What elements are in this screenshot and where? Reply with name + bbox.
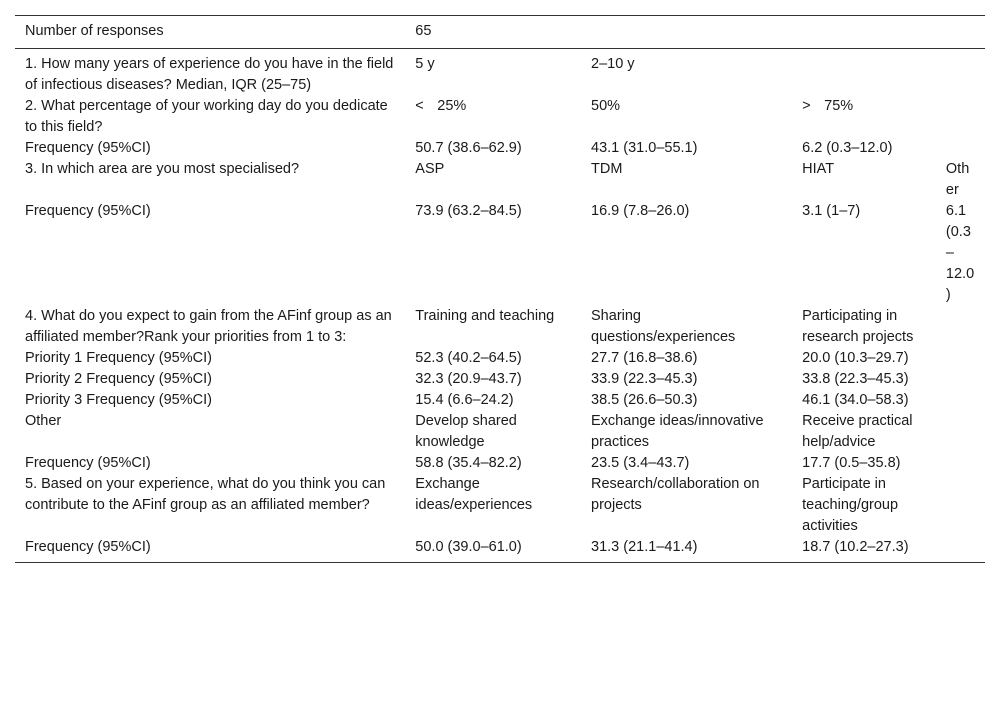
row-label: Priority 3 Frequency (95%CI) [25,392,212,408]
table-cell: 38.5 (26.6–50.3) [591,392,698,408]
table-row [15,348,985,369]
table-cell [405,96,581,138]
table-cell: 33.9 (22.3–45.3) [591,371,698,387]
table-cell: Participate in teaching/group activities [802,476,899,534]
comparison-value: 75% [824,98,854,114]
table-cell [936,306,985,348]
comparison-symbol: > [802,98,811,114]
table-cell [792,49,936,97]
row-label: Frequency (95%CI) [25,455,151,471]
table-cell: Research/collaboration on projects [591,476,760,513]
table-cell: 6.2 (0.3–12.0) [802,140,893,156]
table-row [15,390,985,411]
table-cell: 52.3 (40.2–64.5) [415,350,522,366]
table-row [15,49,985,97]
table-cell: Exchange ideas/innovative practices [591,413,764,450]
table-cell: 50.7 (38.6–62.9) [415,140,522,156]
table-cell: 43.1 (31.0–55.1) [591,140,698,156]
table-cell: Develop shared knowledge [415,413,517,450]
row-label: 3. In which area are you most specialised? [25,161,300,177]
survey-table [15,15,985,563]
table-cell [936,537,985,563]
row-label: Other [25,413,62,429]
table-row [15,474,985,537]
header-row [15,16,985,49]
header-empty [936,16,985,49]
row-label: 1. How many years of experience do you have in the field of infectious diseases? Median, IQR (25–75) [25,56,394,93]
table-row [15,369,985,390]
table-row [15,453,985,474]
table-cell: 18.7 (10.2–27.3) [802,539,909,555]
row-label: Priority 1 Frequency (95%CI) [25,350,212,366]
table-cell: 58.8 (35.4–82.2) [415,455,522,471]
table-cell [936,411,985,453]
header-empty [581,16,792,49]
table-row [15,201,985,306]
table-cell [936,453,985,474]
table-cell: 17.7 (0.5–35.8) [802,455,901,471]
table-row [15,138,985,159]
table-cell [936,369,985,390]
table-cell [936,348,985,369]
table-cell: 15.4 (6.6–24.2) [415,392,514,408]
table-cell [936,390,985,411]
table-cell [936,138,985,159]
table-row [15,306,985,348]
table-row [15,159,985,201]
table-cell: TDM [591,161,623,177]
table-cell: 73.9 (63.2–84.5) [415,203,522,219]
table-cell: Receive practical help/advice [802,413,913,450]
header-label: Number of responses [25,23,164,39]
table-cell: 27.7 (16.8–38.6) [591,350,698,366]
table-cell: 50% [591,98,621,114]
table-cell: 23.5 (3.4–43.7) [591,455,690,471]
table-cell: 33.8 (22.3–45.3) [802,371,909,387]
row-label: Frequency (95%CI) [25,203,151,219]
table-cell: HIAT [802,161,835,177]
row-label: 4. What do you expect to gain from the AFinf group as an affiliated member?Rank your priorities from 1 to 3: [25,308,392,345]
table-cell [936,96,985,138]
table-cell: Exchange ideas/experiences [415,476,533,513]
table-cell: Training and teaching [415,308,555,324]
table-cell: 20.0 (10.3–29.7) [802,350,909,366]
row-label: Frequency (95%CI) [25,140,151,156]
table-cell [936,49,985,97]
table-cell: Sharing questions/experiences [591,308,736,345]
table-cell: 5 y [415,56,435,72]
table-cell: 46.1 (34.0–58.3) [802,392,909,408]
table-cell [936,474,985,537]
table-cell: 16.9 (7.8–26.0) [591,203,690,219]
row-label: Frequency (95%CI) [25,539,151,555]
table-row [15,96,985,138]
table-row [15,411,985,453]
header-empty [792,16,936,49]
header-value: 65 [415,23,432,39]
table-cell: Participating in research projects [802,308,914,345]
table-cell: ASP [415,161,445,177]
row-label: 5. Based on your experience, what do you think you can contribute to the AFinf group as an affiliated member? [25,476,386,513]
comparison-value: 25% [437,98,467,114]
table-cell: Other [945,161,970,198]
table-cell [792,96,936,138]
table-cell: 3.1 (1–7) [802,203,861,219]
table-cell: 6.1 (0.3–12.0) [945,203,975,303]
comparison-symbol: < [415,98,424,114]
table-row [15,537,985,563]
table-cell: 2–10 y [591,56,635,72]
table-cell: 50.0 (39.0–61.0) [415,539,522,555]
table-cell: 32.3 (20.9–43.7) [415,371,522,387]
table-cell: 31.3 (21.1–41.4) [591,539,698,555]
row-label: 2. What percentage of your working day do you dedicate to this field? [25,98,388,135]
row-label: Priority 2 Frequency (95%CI) [25,371,212,387]
